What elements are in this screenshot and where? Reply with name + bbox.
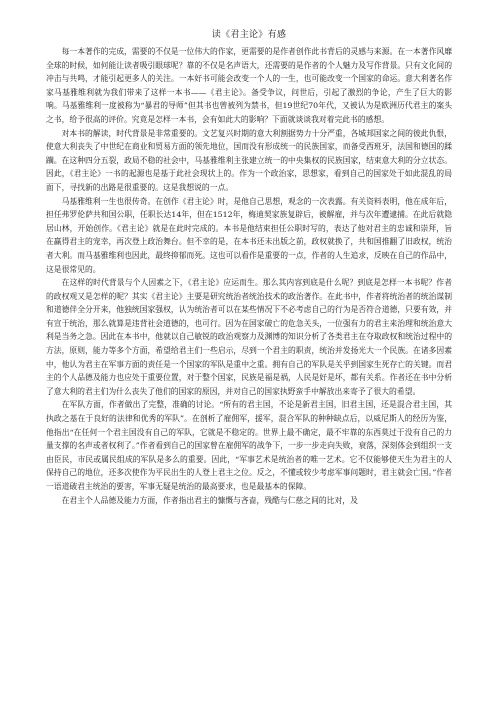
paragraph-3: 马基雅维利一生也很传奇。在创作《君主论》时，是他自己思想，观念的一次表露。有关资料表明，他在成年后，担任弗罗伦萨共和国公职，任职长达14年，但在1512年，梅迪契家族复辟后，被解雇，并与次年遭逮捕。在此后就隐居山林，开始创作。《君主论》就是在此时完成的。本书是他结束担任公职时写的，表达了他对君主的忠诚和崇拜，旨在赢得君主的宠幸，再次登上政治舞台。但不幸的是，在本书还未出版之前，政权就换了，共和国推翻了旧政权，统治者大利。而马基雅维利也因此，最终抑郁而死。这也可以看作是重要的一点，作者的人生追求，反映在自己的作品中，这是很常见的。 [46, 196, 452, 274]
paragraph-2: 对本书的解读，时代背景是非常重要的。文艺复兴时期的意大利割据势力十分严重，各城邦国家之间的彼此仇恨，使意大利丧失了中世纪在商业和贸易方面的领先地位，国而没有形成统一的民族国家，而备受西班牙，法国和德国的蹂躏。在这种四分五裂，政局不稳的社会中，马基雅维利主张建立统一的中央集权的民族国家，结束意大利的分立状态。因此，《君主论》一书的起源也是基于此社会现状上的。作为一个政治家，思想家，看到自己的国家处于如此混乱的局面下，寻找新的出路是很重要的。这是我想说的一点。 [46, 128, 452, 192]
paragraph-6: 在君主个人品德及能力方面，作者指出君主的慷慨与吝啬，残酷与仁慈之间的比对，及 [61, 495, 358, 505]
paragraph-4: 在这样的时代背景与个人因素之下，《君主论》应运而生。那么其内容到底是什么呢？到底是怎样一本书呢？作者的政权观又是怎样的呢？其实《君主论》主要是研究统治者统治技术的政治著作。在此书中，作者将统治者的统治谋制和道德伴全分开来，他独统国家强权，认为统治者可以在某些情况下不必考虑自己的行为是否符合道德，只要有效，并有宣于统治，那么就算是违背社会道德的，也可行。因为在国家破亡的危急关头，一位强有力的君主来治理和统治意大利是当务之急。因此在本书中，他就以自己敏锐的政治观察力及渊博的知识分析了各类君主在夺取政权和统治过程中的方法，原则，能力等多个方面，希望给君主们一些启示，尽到一个君主的职责，统治并发扬光大一个民族。在诸多因素中，他认为君主在军事方面的责任是一个国家的军队是重中之重。拥有自己的军队是关乎到国家生死存亡的关键。而君主的个人品德及能力也应处于重要位置，对于整个国家，民族是福是祸，人民是好是坏，都有关系。作者还在书中分析了意大利的君主们为什么丧失了他们的国家的原因，并对自己的国家执野蛮手中解放出来寄予了很大的希望。 [46, 278, 452, 396]
paragraph-5: 在军队方面，作者做出了完整，准确的讨论。“所有的君主国，不论是新君主国，旧君主国，还是混合君主国，其执政之基在于良好的法律和优秀的军队”。在剖析了雇佣军，援军，混合军队的种种缺点后，以威尼斯人的经历为鉴，他指出“在任何一个君主国没有自己的军队，它就是不稳定的。世界上最不确定，最不牢靠的东西莫过于没有自己的力量支撑的名声或者权利了。”作者看到自己的国家曾在雇佣军的战争下，一步一步走向失败，衰落，深刻体会到组织一支由臣民，市民或属民组成的军队是多么的重要。因此，“军事艺术是统治者的唯一艺术。它不仅能够使天生为君主的人保持自己的地位，还多次使作为平民出生的人登上君主之位。反之，不懂或较少考虑军事问题时，君主就会亡国。”作者一语道破君主统治的要害，军事无疑是统治的最高要求，也是最基本的保障。 [46, 400, 452, 491]
document-title: 读《君主论》有感 [211, 30, 287, 40]
paragraph-1: 每一本著作的完成，需要的不仅是一位伟大的作家，更需要的是作者创作此书背后的灵感与来源。在一本著作风靡全球的时候，如何能让读者吸引眼球呢？靠的不仅是名声语大，还需要的是作者的个人魅力及写作背景。只有文化间的冲击与共鸣，才能引起更多人的关注。一本好书可能会改变一个人的一生，也可能改变一个国家的命运。意大利著名作家马基雅维利就为我们带来了这样一本书——《君主论》。备受争议，问世后，引起了激烈的争论，产生了巨大的影响。马基雅维利一度被称为“暴君的导师”但其书也曾被列为禁书，但19世纪70年代，又被认为是欧洲历代君主的案头之书，给予很高的评价。究竟是怎样一本书，会有如此大的影响？下面就谈谈我对着完此书的感想。 [46, 47, 452, 124]
